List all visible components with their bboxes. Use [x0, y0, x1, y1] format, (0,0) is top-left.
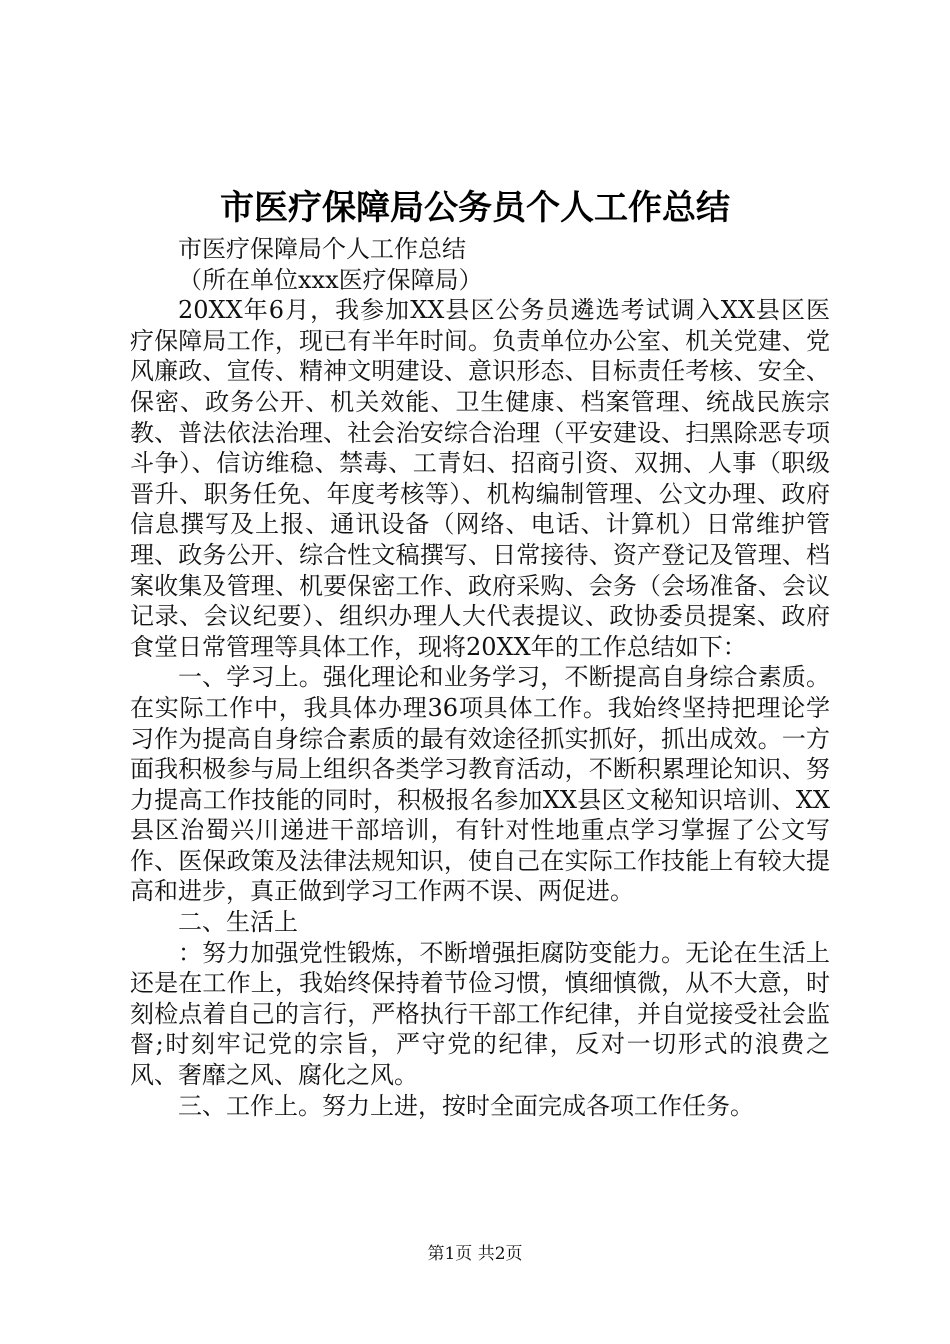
- unit-paragraph: （所在单位xxx医疗保障局）: [178, 265, 483, 294]
- page-number-footer: 第1页 共2页: [427, 1244, 523, 1264]
- document-body: [130, 234, 830, 1121]
- document-title: 市医疗保障局公务员个人工作总结: [220, 188, 730, 228]
- intro-paragraph: 20XX年6月，我参加XX县区公务员遴选考试调入XX县区医疗保障局工作，现已有半年时间。负责单位办公室、机关党建、党风廉政、宣传、精神文明建设、意识形态、目标责任考核、安全、保密、政务公开、机关效能、卫生健康、档案管理、统战民族宗教、普法依法治理、社会治安综合治理（平安建设、扫黑除恶专项斗争）、信访维稳、禁毒、工青妇、招商引资、双拥、人事（职级晋升、职务任免、年度考核等）、机构编制管理、公文办理、政府信息撰写及上报、通讯设备（网络、电话、计算机）日常维护管理、政务公开、综合性文稿撰写、日常接待、资产登记及管理、档案收集及管理、机要保密工作、政府采购、会务（会场准备、会议记录、会议纪要）、组织办理人大代表提议、政协委员提案、政府食堂日常管理等具体工作，现将20XX年的工作总结如下：: [130, 296, 830, 661]
- subtitle-paragraph: 市医疗保障局个人工作总结: [178, 235, 466, 263]
- study-paragraph: 一、学习上。强化理论和业务学习，不断提高自身综合素质。在实际工作中，我具体办理36项具体工作。我始终坚持把理论学习作为提高自身综合素质的最有效途径抓实抓好，抓出成效。一方面我积极参与局上组织各类学习教育活动，不断积累理论知识、努力提高工作技能的同时，积极报名参加XX县区文秘知识培训、XX县区治蜀兴川递进干部培训，有针对性地重点学习掌握了公文写作、医保政策及法律法规知识，使自己在实际工作技能上有较大提高和进步，真正做到学习工作两不误、两促进。: [130, 663, 830, 906]
- work-paragraph: 三、工作上。努力上进，按时全面完成各项工作任务。: [178, 1091, 754, 1120]
- life-paragraph: ：努力加强党性锻炼，不断增强拒腐防变能力。无论在生活上还是在工作上，我始终保持着节俭习惯，慎细慎微，从不大意，时刻检点着自己的言行，严格执行干部工作纪律，并自觉接受社会监督;时刻牢记党的宗旨，严守党的纪律，反对一切形式的浪费之风、奢靡之风、腐化之风。: [130, 938, 830, 1090]
- life-heading: 二、生活上: [178, 908, 298, 937]
